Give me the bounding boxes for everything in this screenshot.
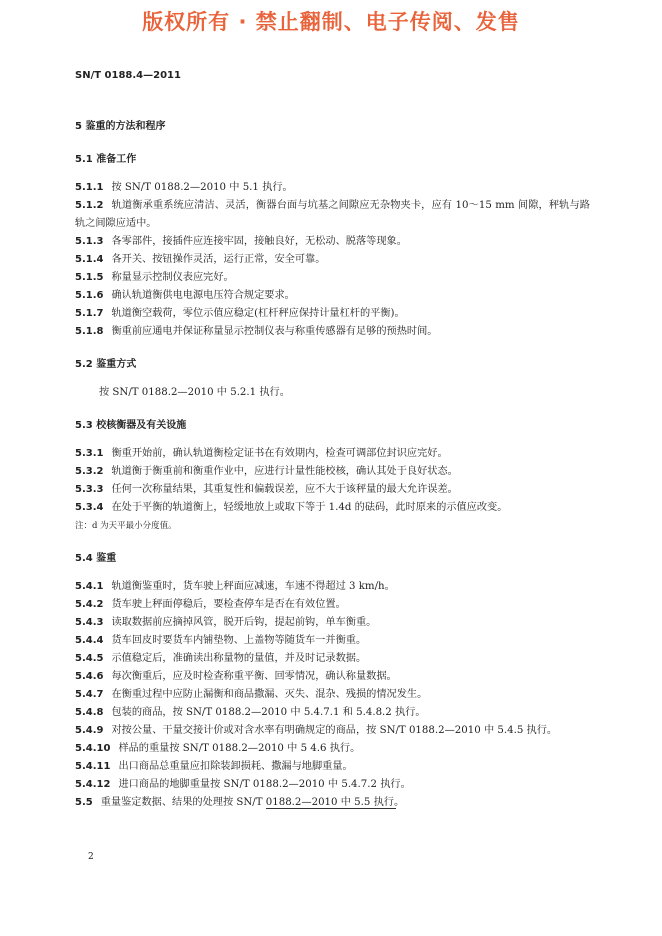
copyright-watermark: 版权所有 · 禁止翻制、电子传阅、发售 <box>142 10 520 34</box>
clause-5-3-3: 5.3.3 任何一次称量结果，其重复性和偏载误差，应不大于该秤量的最大允许误差。 <box>75 484 458 495</box>
section-5-2-text: 按 SN/T 0188.2—2010 中 5.2.1 执行。 <box>99 387 290 398</box>
clause-5-1-5: 5.1.5 称量显示控制仪表应完好。 <box>75 272 234 283</box>
clause-5-3-4: 5.3.4 在处于平衡的轨道衡上，轻缓地放上或取下等于 1.4d 的砝码，此时原来的示值应改变。 <box>75 502 508 513</box>
clause-5-4-6: 5.4.6 每次衡重后，应及时检查称重平衡、回零情况，确认称量数据。 <box>75 671 397 682</box>
section-5-3-heading: 5.3 校核衡器及有关设施 <box>75 420 187 431</box>
clause-5-1-4: 5.1.4 各开关、按钮操作灵活，运行正常，安全可靠。 <box>75 254 326 265</box>
clause-5-4-1: 5.4.1 轨道衡鉴重时，货车驶上秤面应减速，车速不得超过 3 km/h。 <box>75 581 395 592</box>
clause-5-1-1: 5.1.1 按 SN/T 0188.2—2010 中 5.1 执行。 <box>75 182 293 193</box>
clause-5-4-7: 5.4.7 在衡重过程中应防止漏衡和商品撒漏、灭失、混杂、残损的情况发生。 <box>75 689 428 700</box>
clause-5-1-7: 5.1.7 轨道衡空载荷，零位示值应稳定(杠杆秤应保持计量杠杆的平衡)。 <box>75 308 405 319</box>
standard-code: SN/T 0188.4—2011 <box>75 70 181 81</box>
clause-5-1-2: 5.1.2 轨道衡承重系统应清洁、灵活，衡器台面与坑基之间隙应无杂物夹卡，应有 10～15 mm 间隙，秤轨与路轨之间隙应适中。 <box>75 200 590 229</box>
clause-5-4-2: 5.4.2 货车驶上秤面停稳后，要检查停车是否在有效位置。 <box>75 599 346 610</box>
section-5-1-heading: 5.1 准备工作 <box>75 154 137 165</box>
clause-5-4-3: 5.4.3 读取数据前应摘掉风管，脱开后钩，提起前钩，单车衡重。 <box>75 617 377 628</box>
section-5-4-heading: 5.4 鉴重 <box>75 553 117 564</box>
clause-5-1-3: 5.1.3 各零部件，接插件应连接牢固，接触良好，无松动、脱落等现象。 <box>75 236 407 247</box>
section-5-2-heading: 5.2 鉴重方式 <box>75 359 137 370</box>
document-body <box>75 118 590 812</box>
clause-5-4-11: 5.4.11 出口商品总重量应扣除装卸损耗、撒漏与地脚重量。 <box>75 761 353 772</box>
section-5-heading: 5 鉴重的方法和程序 <box>75 121 166 132</box>
clause-5-1-6: 5.1.6 确认轨道衡供电电源电压符合规定要求。 <box>75 290 295 301</box>
clause-5-3-2: 5.3.2 轨道衡于衡重前和衡重作业中，应进行计量性能校核，确认其处于良好状态。 <box>75 466 458 477</box>
note-5-3: 注：d 为天平最小分度值。 <box>75 521 177 531</box>
clause-5-4-12: 5.4.12 进口商品的地脚重量按 SN/T 0188.2—2010 中 5.4.7.2 执行。 <box>75 779 411 790</box>
clause-5-4-9: 5.4.9 对按公量、干量交接计价或对含水率有明确规定的商品，按 SN/T 0188.2—2010 中 5.4.5 执行。 <box>75 725 558 736</box>
clause-5-1-8: 5.1.8 衡重前应通电并保证称量显示控制仪表与称重传感器有足够的预热时间。 <box>75 326 438 337</box>
clause-5-4-4: 5.4.4 货车回皮时要货车内铺垫物、上盖物等随货车一并衡重。 <box>75 635 367 646</box>
clause-5-3-1: 5.3.1 衡重开始前，确认轨道衡检定证书在有效期内，检查可调部位封识应完好。 <box>75 448 448 459</box>
end-rule <box>266 808 396 809</box>
clause-5-4-8: 5.4.8 包装的商品，按 SN/T 0188.2—2010 中 5.4.7.1 和 5.4.8.2 执行。 <box>75 707 426 718</box>
clause-5-4-10: 5.4.10 样品的重量按 SN/T 0188.2—2010 中 5 4.6 执行。 <box>75 743 361 754</box>
page-number: 2 <box>88 852 94 862</box>
clause-5-4-5: 5.4.5 示值稳定后，准确读出称量物的量值，并及时记录数据。 <box>75 653 367 664</box>
clause-5-5: 5.5 重量鉴定数据、结果的处理按 SN/T 0188.2—2010 中 5.5 执行。 <box>75 797 405 808</box>
